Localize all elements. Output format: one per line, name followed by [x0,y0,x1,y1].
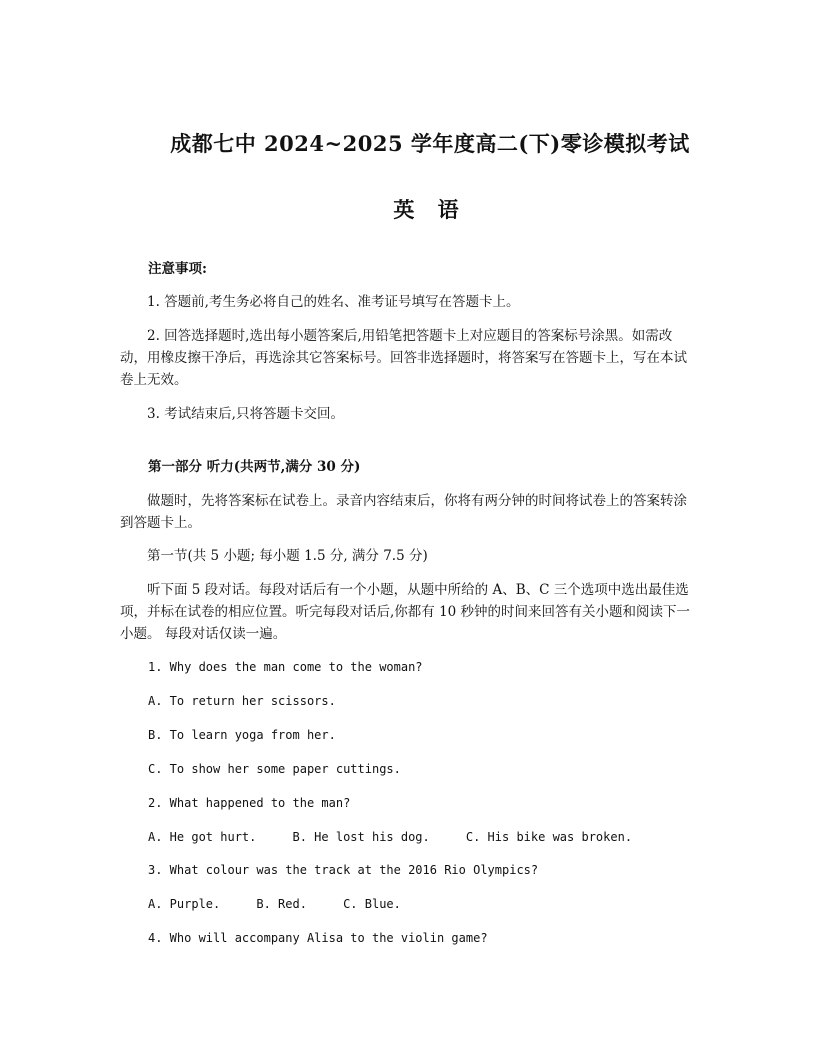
question-4: 4. Who will accompany Alisa to the violin game? [148,931,488,945]
question-2: 2. What happened to the man? [148,796,351,810]
question-1-option-c: C. To show her some paper cuttings. [148,762,401,776]
section1-heading: 第一节(共 5 小题; 每小题 1.5 分, 满分 7.5 分) [147,548,428,564]
part1-intro: 做题时，先将答案标在试卷上。录音内容结束后，你将有两分钟的时间将试卷上的答案转涂到答题卡上。 [120,493,687,531]
note-item-1: 1. 答题前,考生务必将自己的姓名、准考证号填写在答题卡上。 [147,294,520,310]
question-1-option-a: A. To return her scissors. [148,694,336,708]
note-item-2: 2. 回答选择题时,选出每小题答案后,用铅笔把答题卡上对应题目的答案标号涂黑。如需改动，用橡皮擦干净后，再选涂其它答案标号。回答非选择题时，将答案写在答题卡上，写在本试卷上无效。 [120,328,687,388]
notes-heading: 注意事项: [148,261,207,277]
question-1: 1. Why does the man come to the woman? [148,660,423,674]
part1-heading: 第一部分 听力(共两节,满分 30 分) [148,459,361,475]
question-3: 3. What colour was the track at the 2016 Rio Olympics? [148,863,539,877]
section1-intro: 听下面 5 段对话。每段对话后有一个小题，从题中所给的 A、B、C 三个选项中选出最佳选项，并标在试卷的相应位置。听完每段对话后,你都有 10 秒钟的时间来回答有关小题和阅读下一小题。 每段对话仅读一遍。 [120,582,691,642]
question-1-option-b: B. To learn yoga from her. [148,728,336,742]
question-3-options: A. Purple. B. Red. C. Blue. [148,897,401,911]
note-item-3: 3. 考试结束后,只将答题卡交回。 [147,406,344,422]
question-2-options: A. He got hurt. B. He lost his dog. C. His bike was broken. [148,830,633,844]
exam-subject: 英 语 [393,197,467,222]
exam-title: 成都七中 2024~2025 学年度高二(下)零诊模拟考试 [170,131,690,156]
